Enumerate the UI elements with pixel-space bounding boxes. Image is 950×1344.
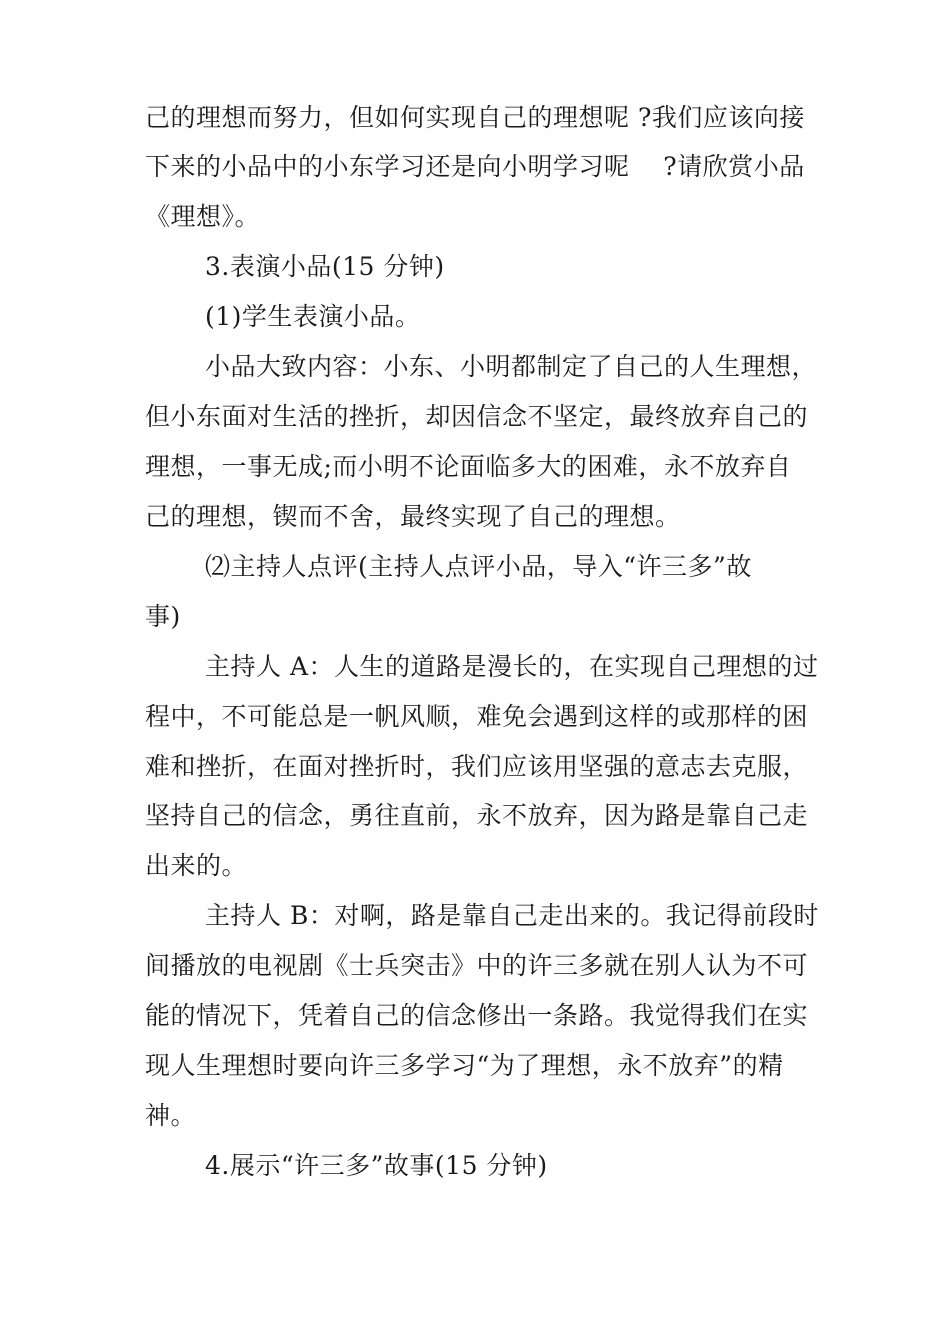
text-line: 事) xyxy=(145,602,181,631)
text-line: 能的情况下，凭着自己的信念修出一条路。我觉得我们在实 xyxy=(145,1001,809,1030)
text-line: 但小东面对生活的挫折，却因信念不坚定，最终放弃自己的 xyxy=(145,402,809,431)
text-line: 间播放的电视剧《士兵突击》中的许三多就在别人认为不可 xyxy=(145,951,809,980)
text-line: 理想，一事无成;而小明不论面临多大的困难，永不放弃自 xyxy=(145,452,792,481)
text-line: 坚持自己的信念，勇往直前，永不放弃，因为路是靠自己走 xyxy=(145,801,809,830)
text-line: 小品大致内容：小东、小明都制定了自己的人生理想， xyxy=(205,352,818,381)
text-line: 现人生理想时要向许三多学习“为了理想，永不放弃”的精 xyxy=(145,1051,784,1080)
section-heading: 4.展示“许三多”故事(15 分钟) xyxy=(205,1151,548,1180)
text-line: 出来的。 xyxy=(145,851,248,880)
text-line: 下来的小品中的小东学习还是向小明学习呢 ?请欣赏小品 xyxy=(145,152,805,181)
text-line: 程中，不可能总是一帆风顺，难免会遇到这样的或那样的困 xyxy=(145,702,809,731)
text-line: 《理想》。 xyxy=(145,202,261,231)
text-line: 神。 xyxy=(145,1101,197,1130)
text-line: 主持人 B：对啊，路是靠自己走出来的。我记得前段时 xyxy=(205,901,819,930)
text-line: 己的理想，锲而不舍，最终实现了自己的理想。 xyxy=(145,502,681,531)
text-line: 主持人 A：人生的道路是漫长的，在实现自己理想的过 xyxy=(205,652,819,681)
sub-heading: (1)学生表演小品。 xyxy=(205,302,421,331)
section-heading: 3.表演小品(15 分钟) xyxy=(205,252,445,281)
sub-heading: ⑵主持人点评(主持人点评小品，导入“许三多”故 xyxy=(205,552,752,581)
text-line: 己的理想而努力，但如何实现自己的理想呢 ?我们应该向接 xyxy=(145,103,805,132)
text-line: 难和挫折，在面对挫折时，我们应该用坚强的意志去克服， xyxy=(145,752,809,781)
